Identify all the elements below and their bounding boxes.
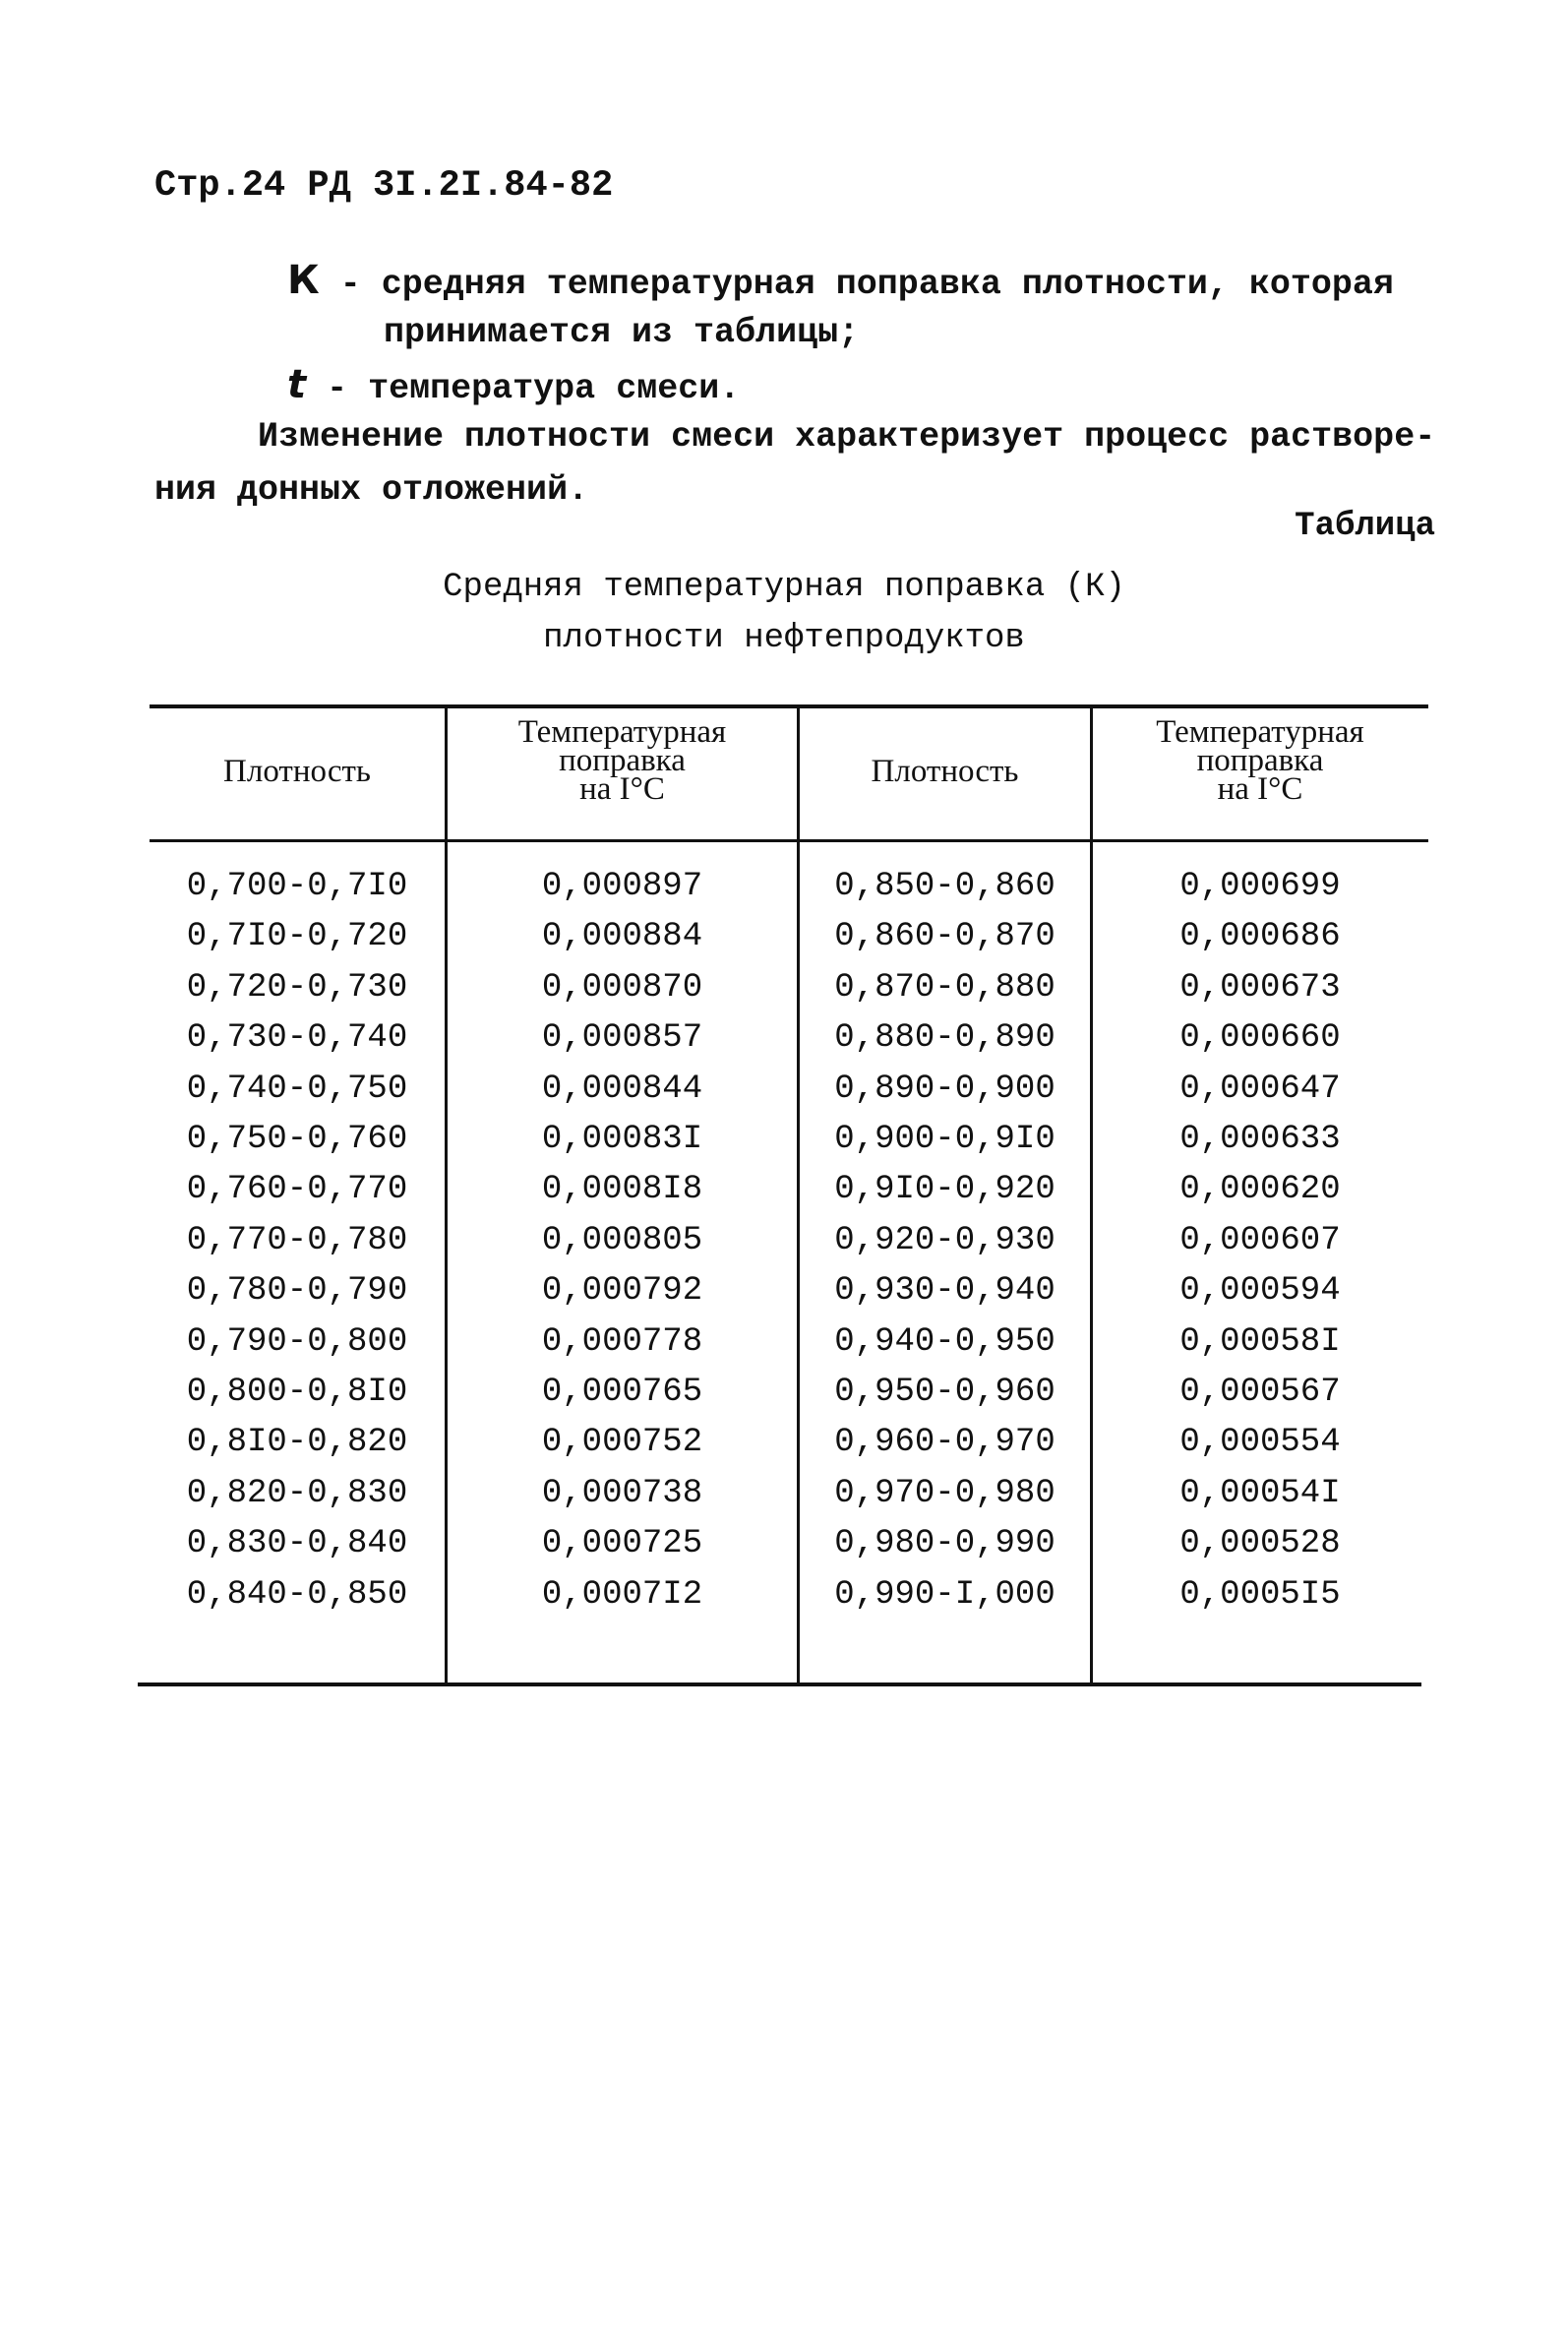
definition-t-text: - температура смеси. xyxy=(327,369,741,408)
correction-cell: 0,00083I xyxy=(541,1121,703,1158)
correction-cell: 0,000528 xyxy=(1179,1525,1341,1562)
density-cell: 0,850-0,860 xyxy=(834,868,1055,905)
density-cell: 0,830-0,840 xyxy=(186,1525,408,1562)
density-cell: 0,730-0,740 xyxy=(186,1019,408,1057)
density-cell: 0,990-I,000 xyxy=(834,1576,1055,1614)
correction-cell: 0,000884 xyxy=(541,918,703,955)
density-cell: 0,920-0,930 xyxy=(834,1222,1055,1259)
density-cell: 0,860-0,870 xyxy=(834,918,1055,955)
correction-cell: 0,000660 xyxy=(1179,1019,1341,1057)
density-cell: 0,760-0,770 xyxy=(186,1171,408,1208)
definition-k xyxy=(287,258,1394,304)
header-correction-line-2: поправка xyxy=(559,743,686,778)
correction-cell: 0,000738 xyxy=(541,1475,703,1512)
correction-cell: 0,000620 xyxy=(1179,1171,1341,1208)
table-header-rule xyxy=(150,839,1428,842)
density-cell: 0,750-0,760 xyxy=(186,1121,408,1158)
density-cell: 0,720-0,730 xyxy=(186,969,408,1007)
density-cell: 0,890-0,900 xyxy=(834,1071,1055,1108)
correction-cell: 0,00058I xyxy=(1179,1323,1341,1361)
density-cell: 0,870-0,880 xyxy=(834,969,1055,1007)
symbol-k: К xyxy=(287,258,320,303)
definition-t xyxy=(287,362,740,408)
correction-cell: 0,000554 xyxy=(1179,1424,1341,1461)
density-cell: 0,880-0,890 xyxy=(834,1019,1055,1057)
header-correction-line-1: Температурная xyxy=(1156,714,1364,750)
density-cell: 0,7I0-0,720 xyxy=(186,918,408,955)
density-cell: 0,8I0-0,820 xyxy=(186,1424,408,1461)
definition-k-continuation: принимается из таблицы; xyxy=(384,313,860,352)
header-correction-right xyxy=(1093,714,1427,807)
correction-cell: 0,000765 xyxy=(541,1374,703,1411)
header-correction-line-3: на I°C xyxy=(1217,771,1303,807)
table-top-rule xyxy=(150,704,1428,708)
paragraph-line-1: Изменение плотности смеси характеризует процесс растворе- xyxy=(258,417,1436,457)
density-cell: 0,700-0,7I0 xyxy=(186,868,408,905)
header-correction-left xyxy=(448,714,797,807)
correction-cell: 0,000857 xyxy=(541,1019,703,1057)
correction-cell: 0,000792 xyxy=(541,1272,703,1310)
density-cell: 0,800-0,8I0 xyxy=(186,1374,408,1411)
density-cell: 0,770-0,780 xyxy=(186,1222,408,1259)
paragraph-line-2: ния донных отложений. xyxy=(154,470,589,510)
table-bottom-rule xyxy=(138,1683,1421,1686)
table-label: Таблица xyxy=(1295,508,1435,545)
correction-cell: 0,000805 xyxy=(541,1222,703,1259)
definition-k-text: - средняя температурная поправка плотности, которая xyxy=(339,265,1394,304)
density-cell: 0,960-0,970 xyxy=(834,1424,1055,1461)
correction-cell: 0,00054I xyxy=(1179,1475,1341,1512)
density-cell: 0,820-0,830 xyxy=(186,1475,408,1512)
header-correction-line-2: поправка xyxy=(1196,743,1324,778)
correction-cell: 0,000647 xyxy=(1179,1071,1341,1108)
correction-cell: 0,000594 xyxy=(1179,1272,1341,1310)
density-cell: 0,970-0,980 xyxy=(834,1475,1055,1512)
density-cell: 0,790-0,800 xyxy=(186,1323,408,1361)
correction-cell: 0,000607 xyxy=(1179,1222,1341,1259)
header-density-left: Плотность xyxy=(223,754,371,789)
correction-cell: 0,0008I8 xyxy=(541,1171,703,1208)
header-correction-line-3: на I°C xyxy=(579,771,665,807)
density-cell: 0,980-0,990 xyxy=(834,1525,1055,1562)
density-cell: 0,900-0,9I0 xyxy=(834,1121,1055,1158)
correction-cell: 0,0005I5 xyxy=(1179,1576,1341,1614)
density-cell: 0,930-0,940 xyxy=(834,1272,1055,1310)
header-density-right: Плотность xyxy=(871,754,1019,789)
table-title-line-2: плотности нефтепродуктов xyxy=(543,620,1025,657)
density-cell: 0,780-0,790 xyxy=(186,1272,408,1310)
correction-cell: 0,000673 xyxy=(1179,969,1341,1007)
page-header: Стр.24 РД 3I.2I.84-82 xyxy=(154,165,614,207)
symbol-t: t xyxy=(287,362,307,407)
density-cell: 0,9I0-0,920 xyxy=(834,1171,1055,1208)
density-cell: 0,740-0,750 xyxy=(186,1071,408,1108)
correction-cell: 0,000897 xyxy=(541,868,703,905)
density-cell: 0,840-0,850 xyxy=(186,1576,408,1614)
correction-cell: 0,000870 xyxy=(541,969,703,1007)
correction-cell: 0,000686 xyxy=(1179,918,1341,955)
correction-cell: 0,000725 xyxy=(541,1525,703,1562)
correction-cell: 0,000752 xyxy=(541,1424,703,1461)
correction-cell: 0,000567 xyxy=(1179,1374,1341,1411)
correction-cell: 0,000778 xyxy=(541,1323,703,1361)
density-cell: 0,940-0,950 xyxy=(834,1323,1055,1361)
correction-cell: 0,000633 xyxy=(1179,1121,1341,1158)
header-correction-line-1: Температурная xyxy=(517,714,727,750)
correction-cell: 0,000844 xyxy=(541,1071,703,1108)
correction-cell: 0,000699 xyxy=(1179,868,1341,905)
correction-cell: 0,0007I2 xyxy=(541,1576,703,1614)
density-cell: 0,950-0,960 xyxy=(834,1374,1055,1411)
table-title-line-1: Средняя температурная поправка (К) xyxy=(443,569,1125,606)
